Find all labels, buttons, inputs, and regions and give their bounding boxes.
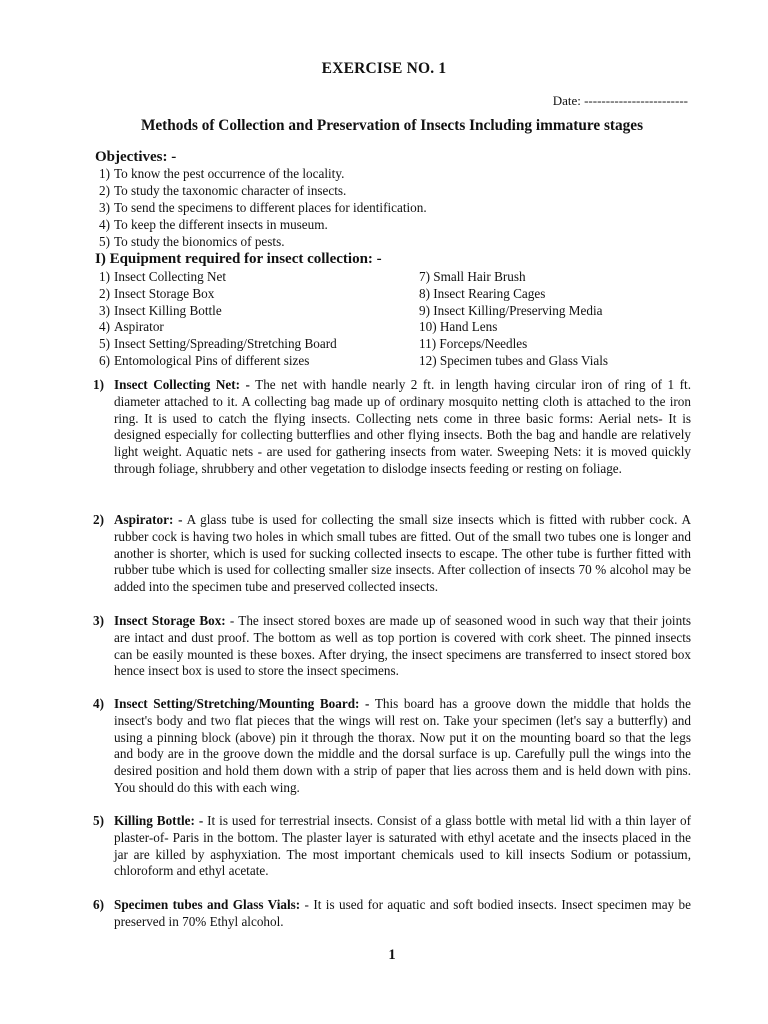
item-number: 5) (99, 336, 110, 351)
item-number: 1) (93, 377, 104, 392)
item-text: To keep the different insects in museum. (114, 217, 328, 232)
item-text: To send the specimens to different places for identification. (114, 200, 427, 215)
description-item (93, 813, 691, 880)
equipment-item (99, 336, 337, 353)
equipment-item (99, 353, 310, 370)
equipment-heading: I) Equipment required for insect collection: - (95, 251, 382, 267)
item-text: Insect Setting/Spreading/Stretching Board (114, 336, 337, 351)
date-field: Date: ------------------------ (552, 93, 688, 108)
page-number: 1 (388, 947, 396, 963)
description-text: It is used for terrestrial insects. Consist of a glass bottle with metal lid with a thin layer of plaster-of- Paris in the bottom. The plaster layer is saturated with ethyl acetate and the insects placed in the jar are killed by asphyxiation. The most important chemicals used to kill insects Sodium or potassium, chloroform and ethyl acetate. (114, 813, 691, 879)
exercise-title: EXERCISE NO. 1 (321, 60, 447, 77)
description-text: A glass tube is used for collecting the small size insects which is fitted with rubber cock. A rubber cock is having two holes in which small tubes are fitted. Out of the small two tubes one is longer and another is shorter, which is used for sucking collected insects to escape. The other tube is further fitted with rubber tube which is used for collecting smaller size insects. After collection of insects 70 % alcohol may be added into the specimen tube and preserved collected insects. (114, 512, 691, 595)
description-item (93, 897, 691, 931)
objectives-heading: Objectives: - (95, 149, 177, 165)
item-number: 3) (93, 613, 104, 628)
item-number: 3) (99, 303, 110, 318)
item-number: 2) (99, 183, 110, 198)
item-text: Insect Storage Box (114, 286, 215, 301)
description-label: Killing Bottle: - (114, 813, 204, 828)
item-number: 1) (99, 166, 110, 181)
item-number: 4) (99, 319, 110, 334)
description-text: - It is used for aquatic and soft bodied insects. Insect specimen may be preserved in 70% Ethyl alcohol. (114, 897, 691, 929)
document-subtitle: Methods of Collection and Preservation of Insects Including immature stages (140, 117, 644, 134)
description-text: - The insect stored boxes are made up of seasoned wood in such way that their joints are intact and dust proof. The bottom as well as top portion is covered with cork sheet. The pinned insects can be easily mounted is these boxes. After drying, the insect specimens are transferred to insect stored box hence insect box is used to store the insect specimens. (114, 613, 691, 679)
equipment-item: 7) Small Hair Brush (419, 269, 526, 284)
item-number: 2) (99, 286, 110, 301)
description-label: Insect Storage Box: (114, 613, 226, 628)
objective-item (99, 183, 347, 200)
equipment-item: 10) Hand Lens (419, 319, 498, 334)
item-text: To study the bionomics of pests. (114, 234, 285, 249)
description-label: Aspirator: - (114, 512, 183, 527)
objective-item (99, 234, 285, 251)
description-label: Insect Collecting Net: - (114, 377, 250, 392)
item-number: 4) (93, 696, 104, 711)
item-text: To study the taxonomic character of insects. (114, 183, 347, 198)
description-item (93, 613, 691, 680)
description-item (93, 696, 691, 797)
description-item (93, 377, 691, 478)
item-number: 5) (99, 234, 110, 249)
description-item (93, 512, 691, 596)
description-text: This board has a groove down the middle that holds the insect's body and two flat pieces that the wings will rest on. Take your specimen (let's say a butterfly) and using a pinning block (above) pin it through the thorax. Now put it on the mounting board so that the legs and body are in the groove down the middle and the dorsal surface is up. Carefully pull the wings into the desired position and hold them down with a strip of paper that lies across them and is held down with pins. You should do this with each wing. (114, 696, 691, 795)
item-text: To know the pest occurrence of the locality. (114, 166, 345, 181)
description-text: The net with handle nearly 2 ft. in length having circular iron of ring of 1 ft. diameter attached to it. A collecting bag made up of ordinary mosquito netting cloth is attached to the iron ring. It is used to catch the flying insects. Collecting nets come in three basic forms: Aerial nets- It is designed especially for collecting butterflies and other flying insects. Both the bag and handle are relatively light weight. Aquatic nets - are used for gathering insects from water. Sweeping Nets: it is moved quickly through foliage, shrubbery and other vegetation to dislodge insects feeding or resting on foliage. (114, 377, 691, 476)
description-label: Specimen tubes and Glass Vials: (114, 897, 301, 912)
equipment-item (99, 269, 227, 286)
equipment-item (99, 286, 215, 303)
objective-item (99, 217, 328, 234)
item-text: Insect Killing Bottle (114, 303, 222, 318)
item-number: 1) (99, 269, 110, 284)
objective-item (99, 166, 345, 183)
item-number: 6) (99, 353, 110, 368)
objective-item (99, 200, 427, 217)
description-label: Insect Setting/Stretching/Mounting Board: - (114, 696, 370, 711)
equipment-item: 8) Insect Rearing Cages (419, 286, 546, 301)
item-number: 4) (99, 217, 110, 232)
item-number: 3) (99, 200, 110, 215)
item-number: 6) (93, 897, 104, 912)
item-text: Entomological Pins of different sizes (114, 353, 310, 368)
item-text: Aspirator (114, 319, 164, 334)
equipment-item (99, 303, 222, 320)
item-number: 2) (93, 512, 104, 527)
equipment-item: 9) Insect Killing/Preserving Media (419, 303, 603, 318)
item-text: Insect Collecting Net (114, 269, 227, 284)
equipment-item: 12) Specimen tubes and Glass Vials (419, 353, 609, 368)
item-number: 5) (93, 813, 104, 828)
equipment-item: 11) Forceps/Needles (419, 336, 528, 351)
equipment-item (99, 319, 164, 336)
